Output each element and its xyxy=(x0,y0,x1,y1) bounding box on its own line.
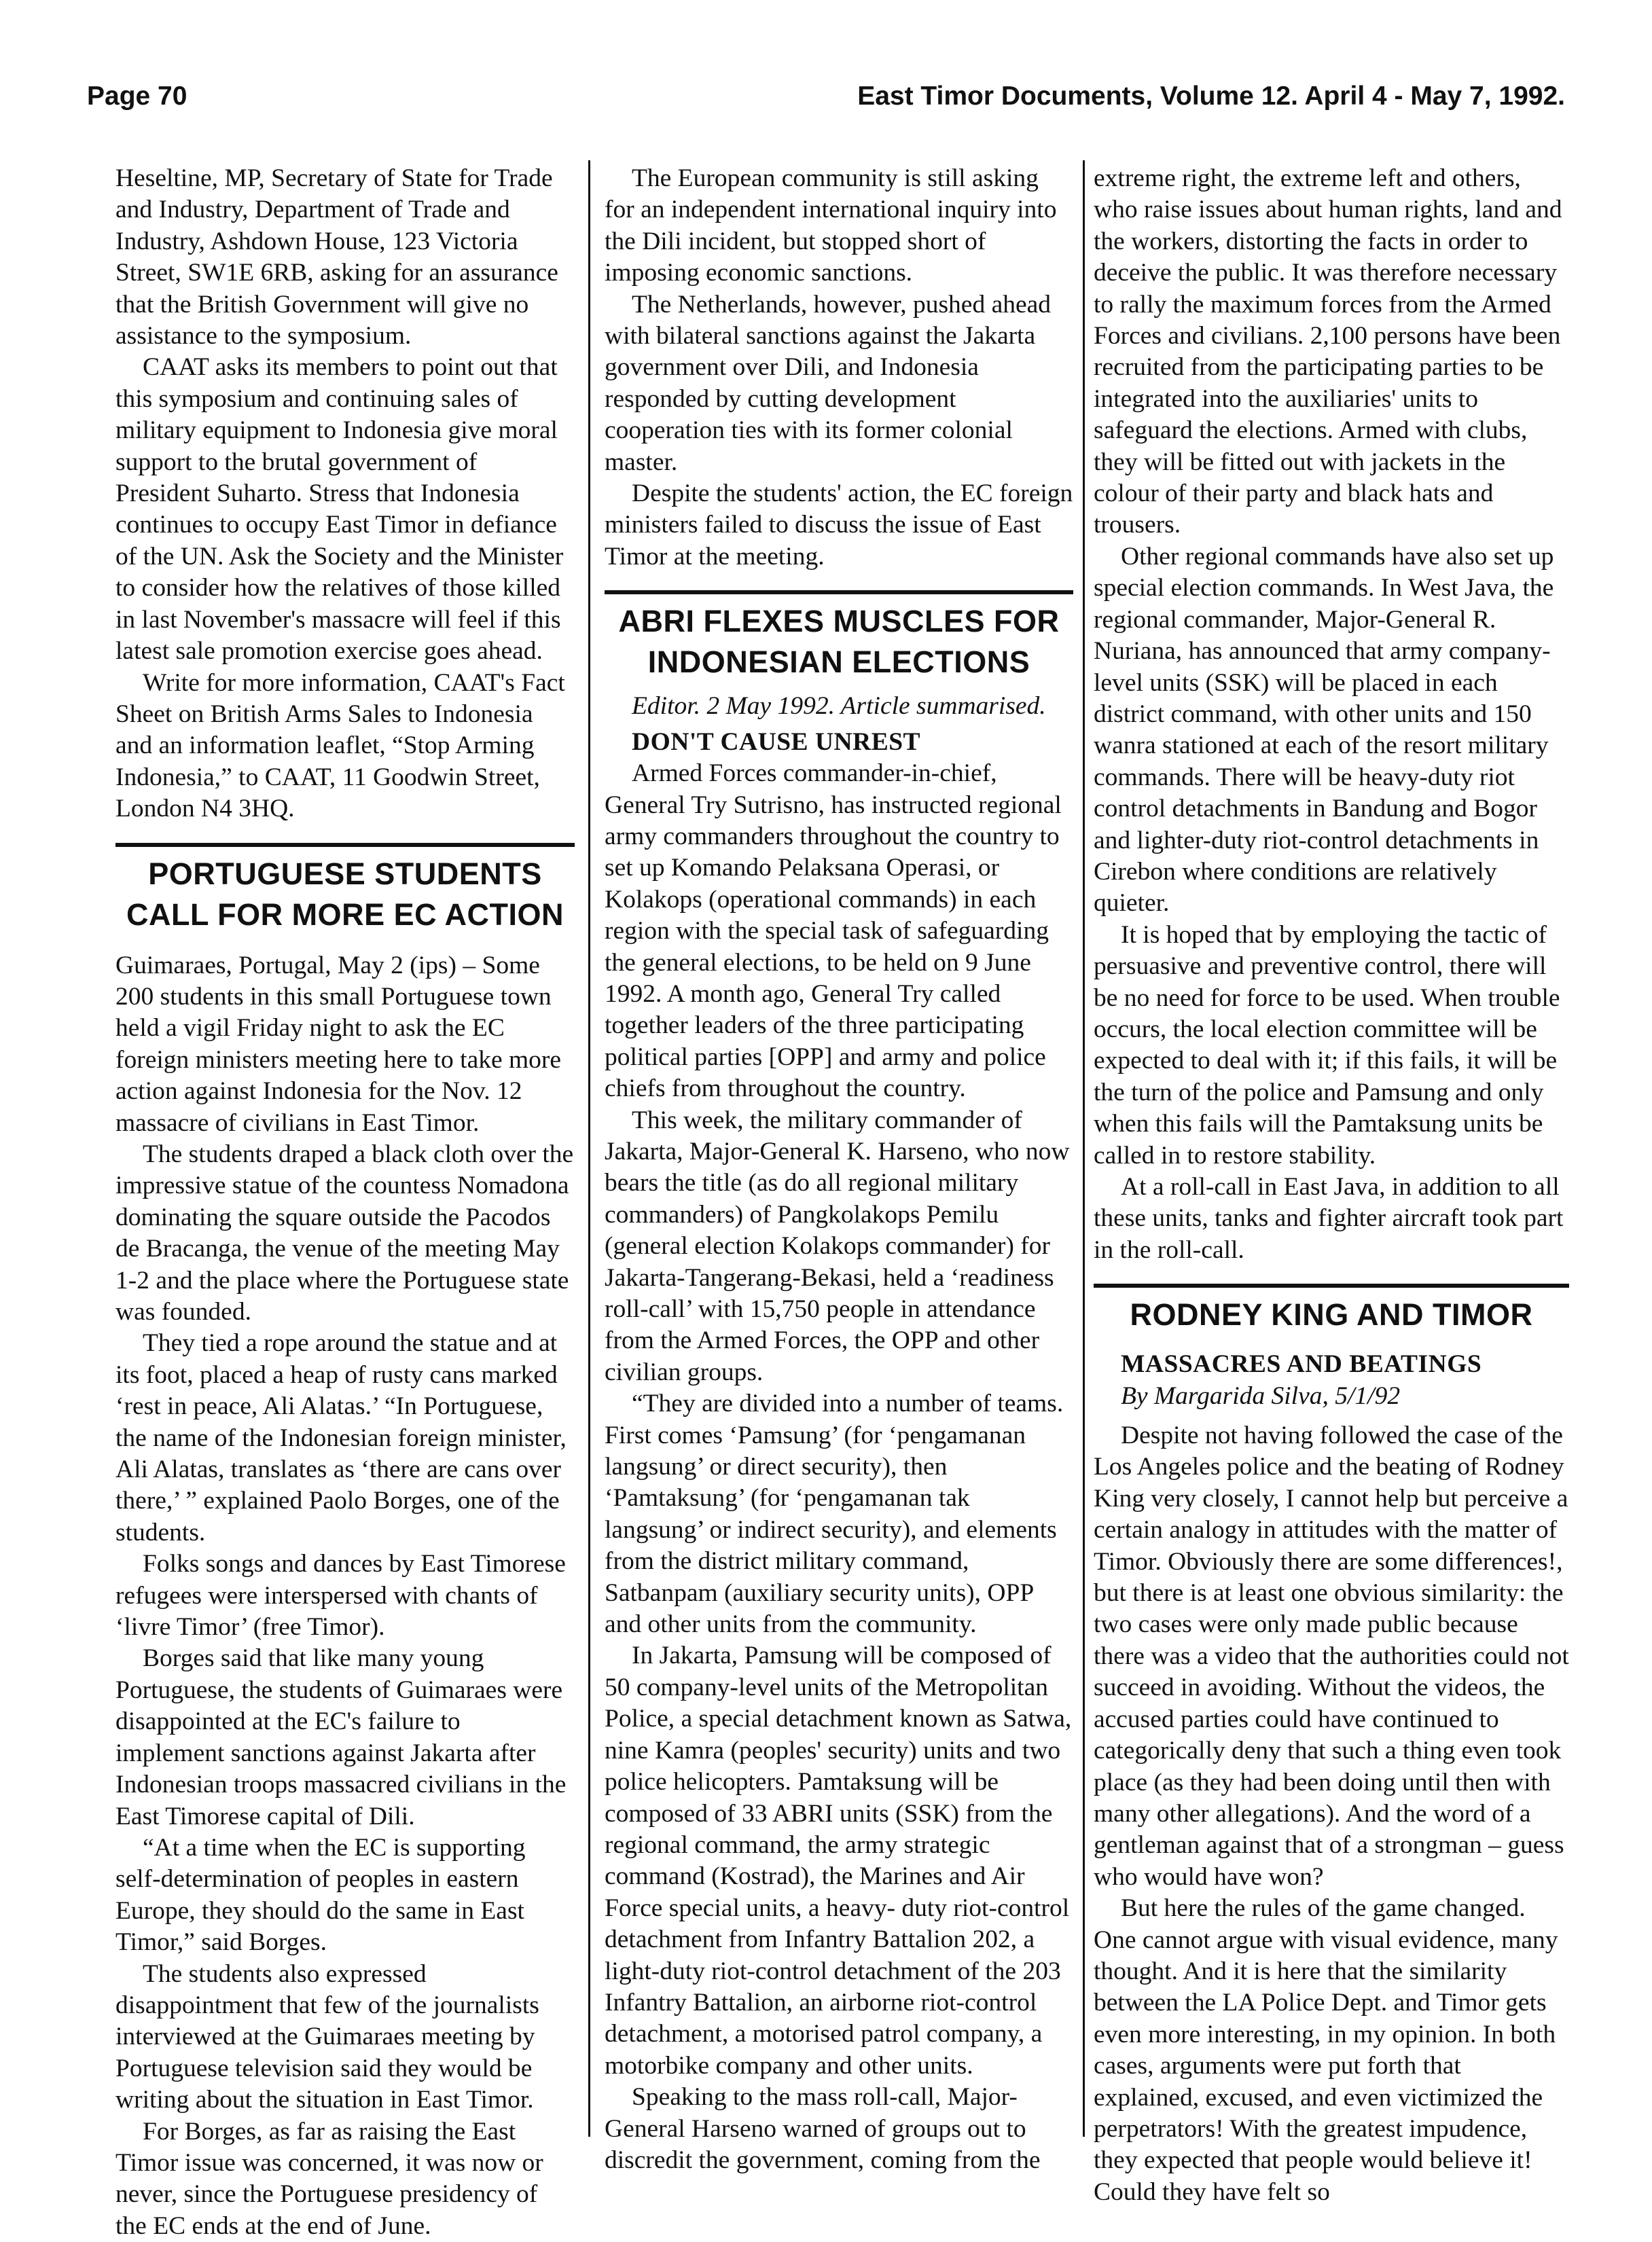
paragraph: Guimaraes, Portugal, May 2 (ips) – Some 200 students in this small Portuguese town held a vigil Friday night to ask the EC foreign ministers meeting here to take more action against Indonesia for the Nov. 12 massacre of civilians in East Timor. xyxy=(115,951,562,1137)
headline-rule xyxy=(605,590,1073,594)
column-1 xyxy=(115,163,575,2242)
page-number: Page 70 xyxy=(87,82,187,111)
publication-title: East Timor Documents, Volume 12. April 4 - May 7, 1992. xyxy=(857,82,1565,111)
page-header xyxy=(87,82,1565,129)
paragraph: In Jakarta, Pamsung will be composed of 50 company-level units of the Metropolitan Police, a special detachment known as Satwa, nine Kamra (peoples' security) units and two police helicopters. Pamtaksung will be composed of 33 ABRI units (SSK) from the regional command, the army strategic command (Kostrad), the Marines and Air Force special units, a heavy- duty riot-control detachment from Infantry Battalion 202, a light-duty riot-control detachment of the 203 Infantry Battalion, an airborne riot-control detachment, a motorised patrol company, a motorbike company and other units. xyxy=(605,1642,1072,2080)
column-2 xyxy=(605,163,1073,2176)
paragraph: Other regional commands have also set up special election commands. In West Java, the regional commander, Major-General R. Nuriana, has announced that army company-level units (SSK) will be placed in each district command, with other units and 150 wanra stationed at each of the resort military commands. There will be heavy-duty riot control detachments in Bandung and Bogor and lighter-duty riot-control detachments in Cirebon where conditions are relatively quieter. xyxy=(1094,542,1554,918)
paragraph: Speaking to the mass roll-call, Major-General Harseno warned of groups out to discredit the government, coming from the xyxy=(605,2083,1041,2174)
paragraph: The students also expressed disappointment that few of the journalists interviewed at the Guimaraes meeting by Portuguese television said they would be writing about the situation in East Timor. xyxy=(115,1959,539,2114)
paragraph: This week, the military commander of Jakarta, Major-General K. Harseno, who now bears the title (as do all regional military commanders) of Pangkolakops Pemilu (general election Kolakops commander) for Jakarta-Tangerang-Bekasi, held a ‘readiness roll-call’ with 15,750 people in attendance from the Armed Forces, the OPP and other civilian groups. xyxy=(605,1106,1070,1386)
paragraph: For Borges, as far as raising the East Timor issue was concerned, it was now or never, since the Portuguese presidency of the EC ends at the end of June. xyxy=(115,2117,543,2240)
subhead: DON'T CAUSE UNREST xyxy=(632,727,921,756)
paragraph: They tied a rope around the statue and at its foot, placed a heap of rusty cans marked ‘rest in peace, Ali Alatas.’ “In Portuguese, the name of the Indonesian foreign minister, Ali Alatas, translates as ‘there are cans over there,’ ” explained Paolo Borges, one of the students. xyxy=(115,1329,567,1547)
headline-abri-flexes-muscles: ABRI FLEXES MUSCLES FOR INDONESIAN ELECTIONS xyxy=(618,604,1060,680)
subhead: MASSACRES AND BEATINGS xyxy=(1121,1350,1482,1379)
paragraph: “At a time when the EC is supporting self-determination of peoples in eastern Europe, they should do the same in East Timor,” said Borges. xyxy=(115,1833,526,1957)
paragraph: It is hoped that by employing the tactic of persuasive and preventive control, there will be no need for force to be used. When trouble occurs, the local election committee will be expected to deal with it; if this fails, it will be the turn of the police and Pamsung and only when this fails will the Pamtaksung units be called in to restore stability. xyxy=(1094,920,1560,1170)
paragraph: Write for more information, CAAT's Fact Sheet on British Arms Sales to Indonesia and an information leaflet, “Stop Arming Indonesia,” to CAAT, 11 Goodwin Street, London N4 3HQ. xyxy=(115,668,565,823)
paragraph: The students draped a black cloth over the impressive statue of the countess Nomadona dominating the square outside the Pacodos de Bracanga, the venue of the meeting May 1-2 and the place where the Portuguese state was founded. xyxy=(115,1140,574,1326)
headline-rodney-king: RODNEY KING AND TIMOR xyxy=(1130,1297,1533,1333)
paragraph: “They are divided into a number of teams. First comes ‘Pamsung’ (for ‘pengamanan langsung’ or direct security), then ‘Pamtaksung’ (for ‘pengamanan tak langsung’ or indirect security), and elements from the district military command, Satbanpam (auxiliary security units), OPP and other units from the community. xyxy=(605,1390,1064,1639)
paragraph: Borges said that like many young Portuguese, the students of Guimaraes were disappointed at the EC's failure to implement sanctions against Jakarta after Indonesian troops massacred civilians in the East Timorese capital of Dili. xyxy=(115,1644,567,1830)
paragraph: But here the rules of the game changed. One cannot argue with visual evidence, many thought. And it is here that the similarity between the LA Police Dept. and Timor gets even more interesting, in my opinion. In both cases, arguments were put forth that explained, excused, and even victimized the perpetrators! With the greatest impudence, they expected that people would believe it! Could they have felt so xyxy=(1094,1894,1558,2206)
paragraph: Despite the students' action, the EC foreign ministers failed to discuss the issue of East Timor at the meeting. xyxy=(605,480,1073,571)
byline: Editor. 2 May 1992. Article summarised. xyxy=(632,692,1046,721)
byline: By Margarida Silva, 5/1/92 xyxy=(1121,1381,1401,1410)
paragraph: Folks songs and dances by East Timorese refugees were interspersed with chants of ‘livre Timor’ (free Timor). xyxy=(115,1550,566,1642)
headline-rule xyxy=(115,843,575,847)
headline-portuguese-students: PORTUGUESE STUDENTS CALL FOR MORE EC ACTION xyxy=(126,856,564,932)
paragraph: extreme right, the extreme left and others, who raise issues about human rights, land and the workers, distorting the facts in order to deceive the public. It was therefore necessary to rally the maximum forces from the Armed Forces and civilians. 2,100 persons have been recruited from the participating parties to be integrated into the auxiliaries' units to safeguard the elections. Armed with clubs, they will be fitted out with jackets in the colour of their party and black hats and trousers. xyxy=(1094,164,1562,539)
column-3 xyxy=(1094,163,1569,2208)
paragraph: Armed Forces commander-in-chief, General Try Sutrisno, has instructed regional army commanders throughout the country to set up Komando Pelaksana Operasi, or Kolakops (operational commands) in each region with the special task of safeguarding the general elections, to be held on 9 June 1992. A month ago, General Try called together leaders of the three participating political parties [OPP] and army and police chiefs from throughout the country. xyxy=(605,759,1062,1103)
paragraph: CAAT asks its members to point out that this symposium and continuing sales of military equipment to Indonesia give moral support to the brutal government of President Suharto. Stress that Indonesia continues to occupy East Timor in defiance of the UN. Ask the Society and the Minister to consider how the relatives of those killed in last November's massacre will feel if this latest sale promotion exercise goes ahead. xyxy=(115,353,564,666)
paragraph: Heseltine, MP, Secretary of State for Trade and Industry, Department of Trade and Industry, Ashdown House, 123 Victoria Street, SW1E 6RB, asking for an assurance that the British Government will give no assistance to the symposium. xyxy=(115,164,558,350)
paragraph: At a roll-call in East Java, in addition to all these units, tanks and fighter aircraft took part in the roll-call. xyxy=(1094,1173,1564,1264)
headline-rule xyxy=(1094,1284,1569,1288)
paragraph: Despite not having followed the case of the Los Angeles police and the beating of Rodney King very closely, I cannot help but perceive a certain analogy in attitudes with the matter of Timor. Obviously there are some differences!, but there is at least one obvious similarity: the two cases were only made public because there was a video that the authorities could not succeed in avoiding. Without the videos, the accused parties could have continued to categorically deny that such a thing even took place (as they had been doing until then with many other allegations). And the word of a gentleman against that of a strongman – guess who would have won? xyxy=(1094,1422,1569,1891)
column-divider-1 xyxy=(588,160,590,2137)
paragraph: The European community is still asking for an independent international inquiry into the Dili incident, but stopped short of imposing economic sanctions. xyxy=(605,164,1057,287)
column-divider-2 xyxy=(1083,160,1085,2137)
paragraph: The Netherlands, however, pushed ahead with bilateral sanctions against the Jakarta government over Dili, and Indonesia responded by cutting development cooperation ties with its former colonial master. xyxy=(605,290,1052,476)
